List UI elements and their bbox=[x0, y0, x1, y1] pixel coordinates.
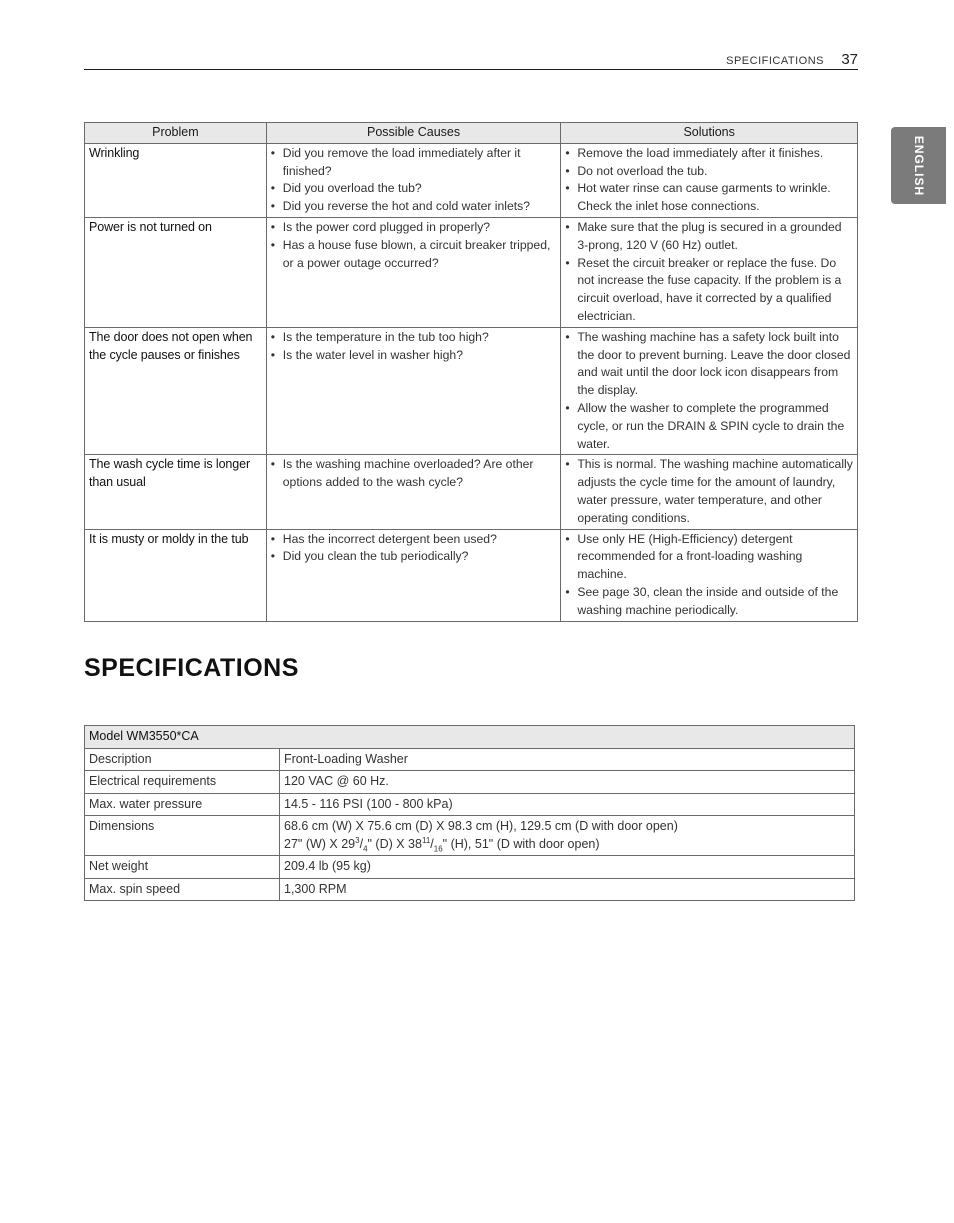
language-tab-label: ENGLISH bbox=[911, 135, 926, 196]
spec-value: Front-Loading Washer bbox=[280, 748, 855, 771]
solution-item: • The washing machine has a safety lock built into the door to prevent burning. Leave the door closed and wait until the door lock icon disappears from the display. bbox=[565, 329, 853, 400]
spec-label: Electrical requirements bbox=[85, 771, 280, 794]
table-row bbox=[85, 529, 858, 621]
cause-item: • Has a house fuse blown, a circuit breaker tripped, or a power outage occurred? bbox=[271, 237, 557, 273]
cause-item: • Did you overload the tub? bbox=[271, 180, 557, 198]
problem-cell: The door does not open when the cycle pauses or finishes bbox=[85, 327, 267, 455]
cause-item: • Is the temperature in the tub too high? bbox=[271, 329, 557, 347]
cause-item: • Did you reverse the hot and cold water inlets? bbox=[271, 198, 557, 216]
spec-label: Max. water pressure bbox=[85, 793, 280, 816]
problem-cell: Power is not turned on bbox=[85, 217, 267, 327]
running-head: SPECIFICATIONS bbox=[726, 55, 824, 67]
solutions-cell bbox=[561, 143, 858, 217]
table-row bbox=[85, 217, 858, 327]
spec-value bbox=[280, 816, 855, 856]
spec-model-row bbox=[85, 726, 855, 749]
causes-cell bbox=[266, 529, 561, 621]
solution-item: • Hot water rinse can cause garments to wrinkle. Check the inlet hose connections. bbox=[565, 180, 853, 216]
dimensions-metric: 68.6 cm (W) X 75.6 cm (D) X 98.3 cm (H), 129.5 cm (D with door open) bbox=[284, 819, 678, 833]
header-causes: Possible Causes bbox=[266, 123, 561, 144]
table-row bbox=[85, 455, 858, 529]
solution-item: • See page 30, clean the inside and outside of the washing machine periodically. bbox=[565, 584, 853, 620]
problem-cell: The wash cycle time is longer than usual bbox=[85, 455, 267, 529]
spec-row bbox=[85, 856, 855, 879]
table-header-row bbox=[85, 123, 858, 144]
causes-cell bbox=[266, 455, 561, 529]
spec-value: 209.4 lb (95 kg) bbox=[280, 856, 855, 879]
solutions-cell bbox=[561, 327, 858, 455]
spec-row bbox=[85, 816, 855, 856]
dimensions-imperial: 27" (W) X $29^3/_4$" (D) X $38^{11}/_{16}$" (H), 51" (D with door open) bbox=[284, 835, 600, 853]
spec-label: Max. spin speed bbox=[85, 878, 280, 901]
causes-cell bbox=[266, 143, 561, 217]
specifications-table bbox=[84, 725, 855, 901]
spec-row bbox=[85, 793, 855, 816]
language-tab bbox=[891, 127, 946, 204]
spec-row bbox=[85, 771, 855, 794]
solutions-cell bbox=[561, 529, 858, 621]
solutions-cell bbox=[561, 455, 858, 529]
spec-label: Dimensions bbox=[85, 816, 280, 856]
problem-cell: It is musty or moldy in the tub bbox=[85, 529, 267, 621]
troubleshooting-table bbox=[84, 122, 858, 622]
header-problem: Problem bbox=[85, 123, 267, 144]
solution-item: • Use only HE (High-Efficiency) detergent recommended for a front-loading washing machine. bbox=[565, 531, 853, 584]
header-rule bbox=[84, 69, 858, 70]
cause-item: • Is the washing machine overloaded? Are other options added to the wash cycle? bbox=[271, 456, 557, 492]
solution-item: • This is normal. The washing machine automatically adjusts the cycle time for the amount of laundry, water pressure, water temperature, and other operating conditions. bbox=[565, 456, 853, 527]
solution-item: • Do not overload the tub. bbox=[565, 163, 853, 181]
header-solutions: Solutions bbox=[561, 123, 858, 144]
spec-label: Net weight bbox=[85, 856, 280, 879]
specifications-heading: SPECIFICATIONS bbox=[84, 654, 299, 682]
table-row bbox=[85, 327, 858, 455]
cause-item: • Has the incorrect detergent been used? bbox=[271, 531, 557, 549]
spec-value: 14.5 - 116 PSI (100 - 800 kPa) bbox=[280, 793, 855, 816]
cause-item: • Is the power cord plugged in properly? bbox=[271, 219, 557, 237]
spec-row bbox=[85, 878, 855, 901]
model-name: Model WM3550*CA bbox=[85, 726, 855, 749]
cause-item: • Did you clean the tub periodically? bbox=[271, 548, 557, 566]
spec-row bbox=[85, 748, 855, 771]
solutions-cell bbox=[561, 217, 858, 327]
solution-item: • Reset the circuit breaker or replace the fuse. Do not increase the fuse capacity. If the problem is a circuit overload, have it corrected by a qualified electrician. bbox=[565, 255, 853, 326]
table-row bbox=[85, 143, 858, 217]
problem-cell: Wrinkling bbox=[85, 143, 267, 217]
spec-label: Description bbox=[85, 748, 280, 771]
solution-item: • Make sure that the plug is secured in a grounded 3-prong, 120 V (60 Hz) outlet. bbox=[565, 219, 853, 255]
spec-value: 1,300 RPM bbox=[280, 878, 855, 901]
spec-value: 120 VAC @ 60 Hz. bbox=[280, 771, 855, 794]
page-number: 37 bbox=[841, 51, 858, 68]
solution-item: • Allow the washer to complete the programmed cycle, or run the DRAIN & SPIN cycle to drain the water. bbox=[565, 400, 853, 453]
causes-cell bbox=[266, 217, 561, 327]
causes-cell bbox=[266, 327, 561, 455]
solution-item: • Remove the load immediately after it finishes. bbox=[565, 145, 853, 163]
cause-item: • Is the water level in washer high? bbox=[271, 347, 557, 365]
cause-item: • Did you remove the load immediately after it finished? bbox=[271, 145, 557, 181]
